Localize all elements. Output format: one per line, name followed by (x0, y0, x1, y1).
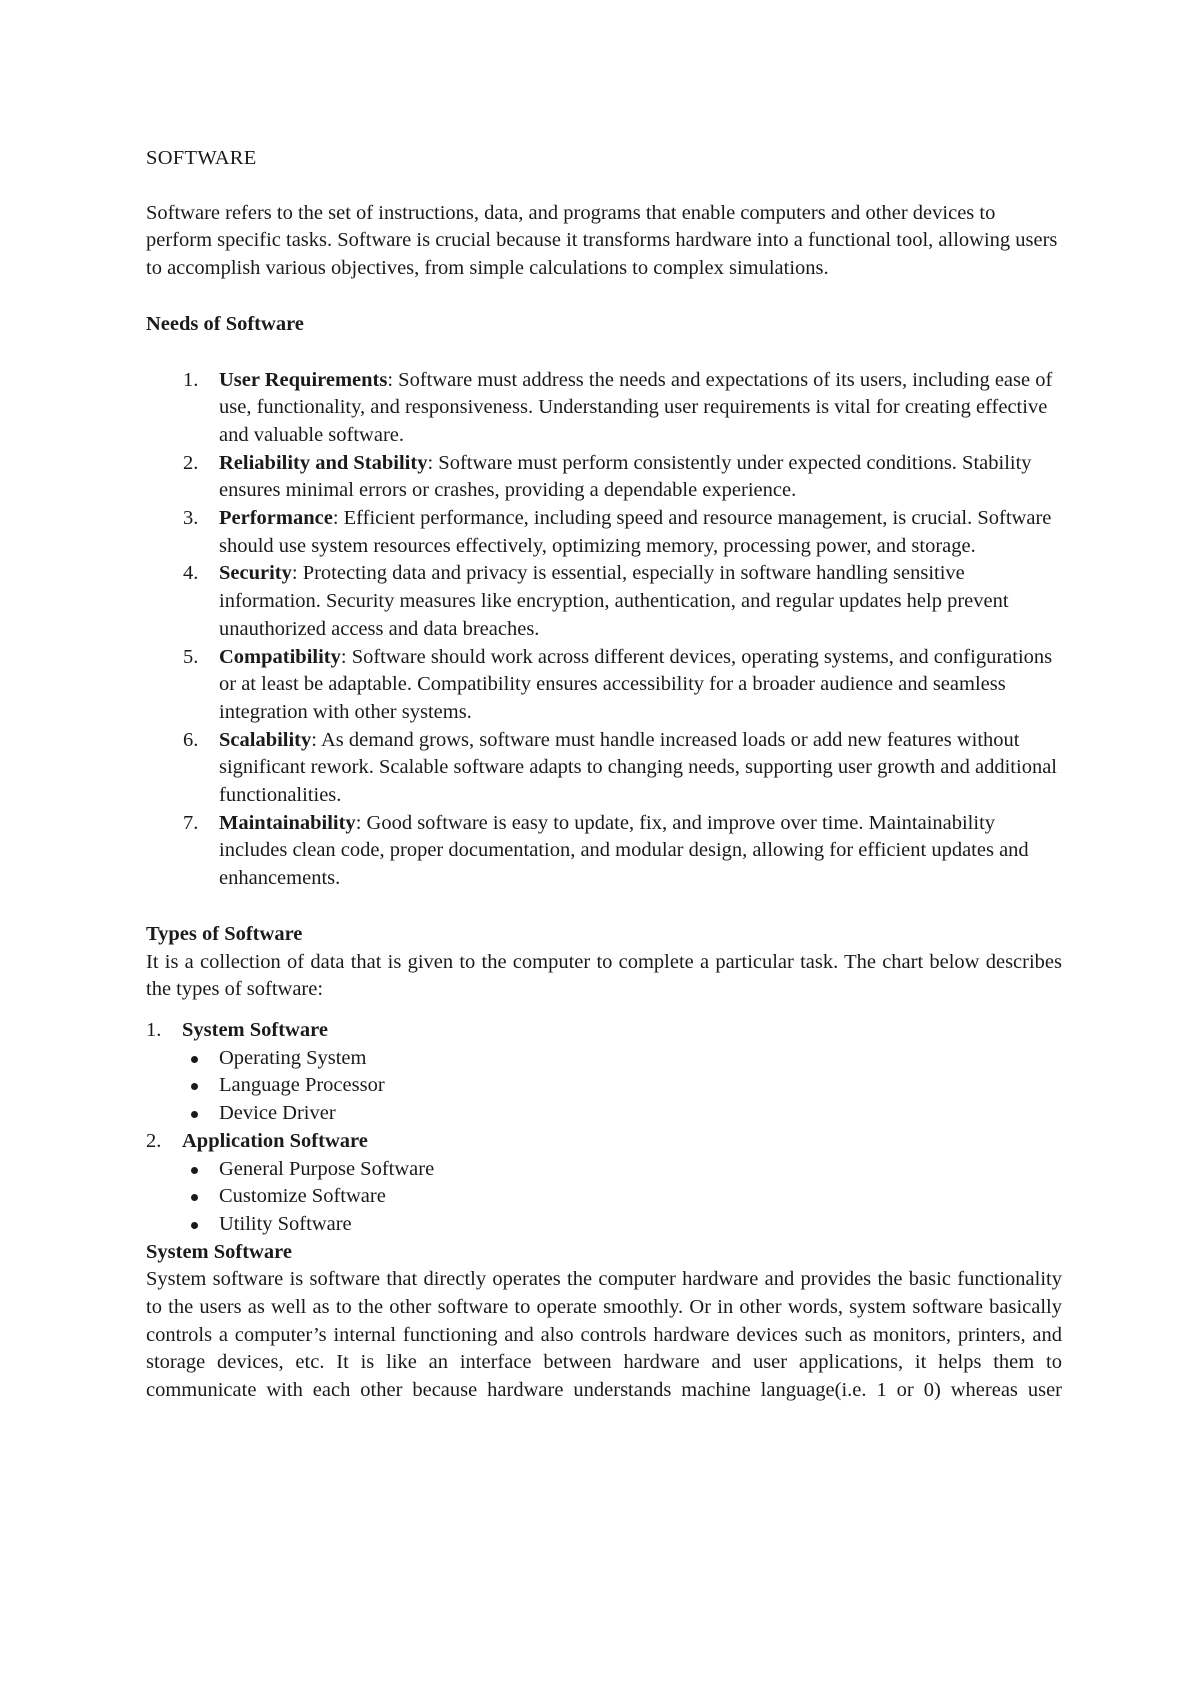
types-sublist (182, 1156, 1062, 1239)
needs-heading: Needs of Software (146, 312, 304, 335)
types-group (146, 1128, 1062, 1239)
list-number: 6. (183, 728, 199, 751)
needs-text: : Software must address the needs and expectations of its users, including ease of use, functionality, and responsiveness. Understanding user requirements is vital for creating effective and valuable software. (219, 368, 1053, 446)
needs-text: : Software must perform consistently under expected conditions. Stability ensures minimal errors or crashes, providing a dependable experience. (219, 451, 1032, 502)
needs-item (146, 810, 1062, 893)
needs-item (146, 560, 1062, 643)
types-list (146, 1017, 1062, 1239)
list-item: Operating System (182, 1045, 1062, 1073)
needs-term: Reliability and Stability (219, 451, 428, 474)
needs-item (146, 450, 1062, 505)
intro-paragraph: Software refers to the set of instructions, data, and programs that enable computers and other devices to perform specific tasks. Software is crucial because it transforms hardware into a functional tool, allowing users to accomplish various objectives, from simple calculations to complex simulations. (146, 201, 1058, 280)
document-title: SOFTWARE (146, 147, 257, 169)
needs-item (146, 505, 1062, 560)
list-number: 1. (146, 1018, 162, 1041)
types-group-label: Application Software (182, 1129, 368, 1152)
needs-item (146, 727, 1062, 810)
needs-item (146, 367, 1062, 450)
needs-term: Maintainability (219, 811, 356, 834)
needs-term: Security (219, 562, 292, 585)
needs-term: Compatibility (219, 645, 341, 668)
needs-text: : Good software is easy to update, fix, and improve over time. Maintainability includes clean code, proper documentation, and modular design, allowing for efficient updates and enhancements. (219, 811, 1029, 890)
list-number: 1. (183, 368, 199, 391)
list-number: 4. (183, 562, 199, 585)
needs-item (146, 644, 1062, 727)
types-group (146, 1017, 1062, 1128)
list-item: Language Processor (182, 1072, 1062, 1100)
list-item: Customize Software (182, 1183, 1062, 1211)
needs-text: : Software should work across different devices, operating systems, and configurations or at least be adaptable. Compatibility ensures accessibility for a broader audience and seamless integration with other systems. (219, 645, 1053, 723)
needs-text: : As demand grows, software must handle increased loads or add new features without significant rework. Scalable software adapts to changing needs, supporting user growth and additional functionalities. (219, 728, 1057, 807)
needs-term: User Requirements (219, 368, 388, 391)
list-item: Utility Software (182, 1211, 1062, 1239)
types-group-label: System Software (182, 1018, 328, 1041)
list-item: General Purpose Software (182, 1156, 1062, 1184)
needs-term: Scalability (219, 728, 312, 751)
list-number: 5. (183, 645, 199, 668)
list-item: Device Driver (182, 1100, 1062, 1128)
list-number: 2. (146, 1129, 162, 1152)
types-sublist (182, 1045, 1062, 1128)
system-software-heading: System Software (146, 1240, 292, 1263)
list-number: 2. (183, 451, 199, 474)
needs-text: : Efficient performance, including speed and resource management, is crucial. Software should use system resources effectively, optimizing memory, processing power, and storage. (219, 507, 1052, 557)
system-software-paragraph: System software is software that directly operates the computer hardware and provides the basic functionality to the users as well as to the other software to operate smoothly. Or in other words, system software basically controls a computer’s internal functioning and also controls hardware devices such as monitors, printers, and storage devices, etc. It is like an interface between hardware and user applications, it helps them to communicate with each other because hardware understands machine language(i.e. 1 or 0) whereas user (146, 1268, 1062, 1402)
document-body (146, 145, 1062, 1405)
types-heading: Types of Software (146, 922, 303, 945)
list-number: 3. (183, 507, 199, 530)
needs-list (146, 367, 1062, 893)
list-number: 7. (183, 811, 199, 834)
types-intro-paragraph: It is a collection of data that is given to the computer to complete a particular task. The chart below describes the types of software: (146, 950, 1062, 1001)
needs-text: : Protecting data and privacy is essential, especially in software handling sensitive information. Security measures like encryption, authentication, and regular updates help prevent unauthorized access and data breaches. (219, 562, 1009, 640)
needs-term: Performance (219, 507, 333, 530)
